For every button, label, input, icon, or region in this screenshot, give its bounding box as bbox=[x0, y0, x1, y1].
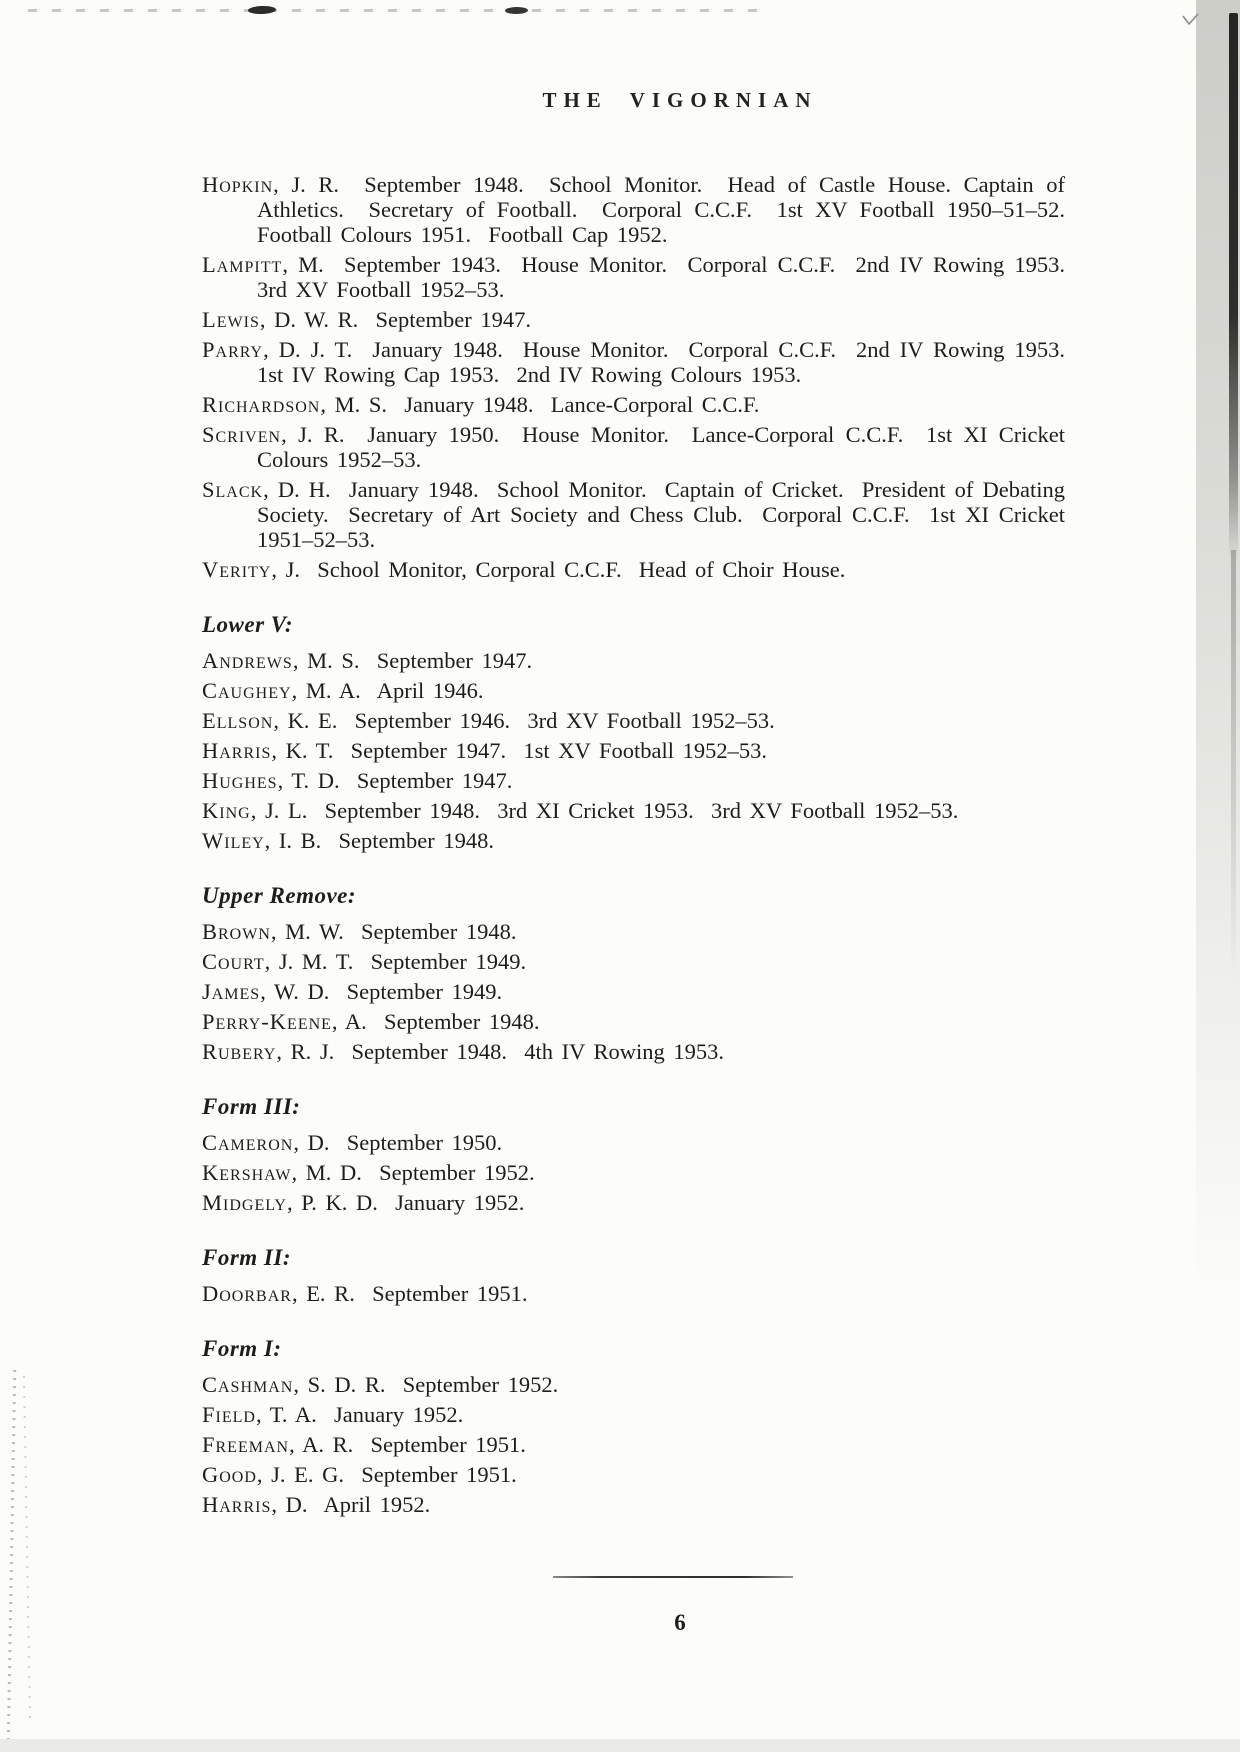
entry-surname: Good bbox=[202, 1462, 257, 1487]
section-heading: Upper Remove: bbox=[202, 883, 357, 908]
entry-details: , J. School Monitor, Corporal C.C.F. Head of Choir House. bbox=[271, 557, 846, 582]
entry-surname: Freeman bbox=[202, 1432, 290, 1457]
entry-surname: Scriven bbox=[202, 422, 282, 447]
entry-details: , I. B. September 1948. bbox=[264, 828, 495, 853]
section-heading: Form II: bbox=[202, 1245, 291, 1270]
entry-details: , M. S. September 1947. bbox=[292, 648, 533, 673]
entry-details: , D. J. T. January 1948. House Monitor. Corporal C.C.F. 2nd IV Rowing 1953. 1st IV Rowing Cap 1953. 2nd IV Rowing Colours 1953. bbox=[257, 337, 1083, 387]
scan-artifact-scribble-column bbox=[23, 1376, 31, 1721]
entry-details: , M. September 1943. House Monitor. Corporal C.C.F. 2nd IV Rowing 1953. 3rd XV Football 1952–53. bbox=[257, 252, 1083, 302]
entry-surname: Caughey bbox=[202, 678, 292, 703]
scan-artifact-top-dotted-line bbox=[28, 9, 763, 12]
entry-details: , M. S. January 1948. Lance-Corporal C.C.F. bbox=[320, 392, 760, 417]
entry-surname: Hughes bbox=[202, 768, 278, 793]
roll-entry bbox=[202, 798, 1065, 823]
entry-details: , A. R. September 1951. bbox=[289, 1432, 526, 1457]
roll-entry bbox=[202, 477, 1074, 552]
entry-details: , R. J. September 1948. 4th IV Rowing 1953. bbox=[276, 1039, 725, 1064]
entry-surname: Verity bbox=[202, 557, 272, 582]
roll-entry bbox=[202, 337, 1083, 387]
roll-entry bbox=[202, 307, 1065, 332]
section-heading: Lower V: bbox=[202, 612, 294, 637]
roll-entry bbox=[202, 172, 1083, 247]
entry-details: , E. R. September 1951. bbox=[291, 1281, 528, 1306]
roll-entry bbox=[202, 422, 1074, 472]
roll-sections bbox=[202, 610, 1065, 1517]
scan-artifact-edge-line bbox=[1231, 550, 1236, 980]
entry-details: , S. D. R. September 1952. bbox=[293, 1372, 559, 1397]
entry-surname: Cameron bbox=[202, 1130, 294, 1155]
entry-surname: Lampitt bbox=[202, 252, 283, 277]
entry-details: , K. T. September 1947. 1st XV Football 1952–53. bbox=[271, 738, 767, 763]
entry-surname: Midgely bbox=[202, 1190, 287, 1215]
roll-entry bbox=[202, 1372, 1065, 1397]
entry-surname: Wiley bbox=[202, 828, 265, 853]
entry-details: , M. D. September 1952. bbox=[291, 1160, 535, 1185]
scan-artifact-left-bleedthrough bbox=[6, 1370, 42, 1745]
entry-details: , J. L. September 1948. 3rd XI Cricket 1953. 3rd XV Football 1952–53. bbox=[250, 798, 959, 823]
entry-surname: Hopkin bbox=[202, 172, 274, 197]
entry-surname: Brown bbox=[202, 919, 271, 944]
roll-entry bbox=[202, 919, 1065, 944]
entry-surname: Kershaw bbox=[202, 1160, 292, 1185]
entry-details: , T. A. January 1952. bbox=[255, 1402, 464, 1427]
pen-checkmark-icon bbox=[1182, 12, 1200, 26]
entry-details: , D. H. January 1948. School Monitor. Captain of Cricket. President of Debating Society. Secretary of Art Society and Chess Club. Corporal C.C.F. 1st XI Cricket 1951–52–53. bbox=[257, 477, 1074, 552]
entry-details: , T. D. September 1947. bbox=[277, 768, 513, 793]
entry-details: , J. R. September 1948. School Monitor. Head of Castle House. Captain of Athletics. Secretary of Football. Corporal C.C.F. 1st XV Football 1950–51–52. Football Colours 1951. Football Cap 1952. bbox=[257, 172, 1083, 247]
roll-entry bbox=[202, 1432, 1065, 1457]
running-head-title: THE VIGORNIAN bbox=[542, 88, 818, 112]
entry-details: , K. E. September 1946. 3rd XV Football 1952–53. bbox=[273, 708, 775, 733]
scan-artifact-ink-blob bbox=[248, 6, 276, 15]
entry-surname: Richardson bbox=[202, 392, 321, 417]
scan-artifact-scribble-column bbox=[7, 1370, 17, 1745]
roll-entry bbox=[202, 648, 1065, 673]
roll-entry bbox=[202, 1462, 1065, 1487]
entry-details: , D. W. R. September 1947. bbox=[259, 307, 531, 332]
entry-surname: Lewis bbox=[202, 307, 260, 332]
scan-artifact-ink-blob bbox=[505, 7, 528, 14]
entry-surname: Harris bbox=[202, 738, 272, 763]
entry-details: , A. September 1948. bbox=[331, 1009, 540, 1034]
entry-details: , J. R. January 1950. House Monitor. Lance-Corporal C.C.F. 1st XI Cricket Colours 1952–53. bbox=[257, 422, 1074, 472]
roll-entry bbox=[202, 1009, 1065, 1034]
entry-surname: King bbox=[202, 798, 251, 823]
roll-entry bbox=[202, 1402, 1065, 1427]
entry-details: , D. April 1952. bbox=[271, 1492, 431, 1517]
roll-entry bbox=[202, 708, 1065, 733]
school-roll-list bbox=[202, 172, 1083, 1522]
roll-entry bbox=[202, 252, 1083, 302]
roll-entry bbox=[202, 1281, 1065, 1306]
entry-surname: Rubery bbox=[202, 1039, 277, 1064]
roll-entry bbox=[202, 738, 1065, 763]
roll-entry bbox=[202, 1190, 1065, 1215]
roll-entry bbox=[202, 1160, 1065, 1185]
roll-entry bbox=[202, 949, 1065, 974]
roll-entry bbox=[202, 678, 1065, 703]
roll-entry bbox=[202, 557, 1065, 582]
scan-artifact-bottom-edge bbox=[0, 1739, 1240, 1752]
roll-entry bbox=[202, 979, 1065, 1004]
entry-surname: Parry bbox=[202, 337, 264, 362]
roll-entry bbox=[202, 768, 1065, 793]
entry-surname: Harris bbox=[202, 1492, 272, 1517]
entry-details: , W. D. September 1949. bbox=[260, 979, 503, 1004]
entry-details: , J. M. T. September 1949. bbox=[264, 949, 527, 974]
entry-surname: Court bbox=[202, 949, 265, 974]
roll-entry bbox=[202, 1039, 1065, 1064]
entry-details: , M. A. April 1946. bbox=[291, 678, 484, 703]
roll-entry bbox=[202, 1492, 1065, 1517]
footer-rule bbox=[553, 1576, 793, 1578]
roll-entry bbox=[202, 1130, 1065, 1155]
roll-section-continued bbox=[202, 172, 1083, 582]
entry-details: , M. W. September 1948. bbox=[270, 919, 517, 944]
page-number: 6 bbox=[674, 1610, 686, 1635]
entry-surname: Field bbox=[202, 1402, 256, 1427]
entry-details: , P. K. D. January 1952. bbox=[286, 1190, 525, 1215]
entry-surname: Cashman bbox=[202, 1372, 294, 1397]
entry-surname: James bbox=[202, 979, 261, 1004]
roll-entry bbox=[202, 828, 1065, 853]
entry-surname: Doorbar bbox=[202, 1281, 292, 1306]
entry-surname: Perry-Keene bbox=[202, 1009, 332, 1034]
entry-surname: Andrews bbox=[202, 648, 293, 673]
entry-details: , J. E. G. September 1951. bbox=[256, 1462, 517, 1487]
entry-surname: Ellson bbox=[202, 708, 274, 733]
entry-details: , D. September 1950. bbox=[293, 1130, 503, 1155]
roll-entry bbox=[202, 392, 1065, 417]
entry-surname: Slack bbox=[202, 477, 264, 502]
section-heading: Form III: bbox=[202, 1094, 301, 1119]
section-heading: Form I: bbox=[202, 1336, 282, 1361]
